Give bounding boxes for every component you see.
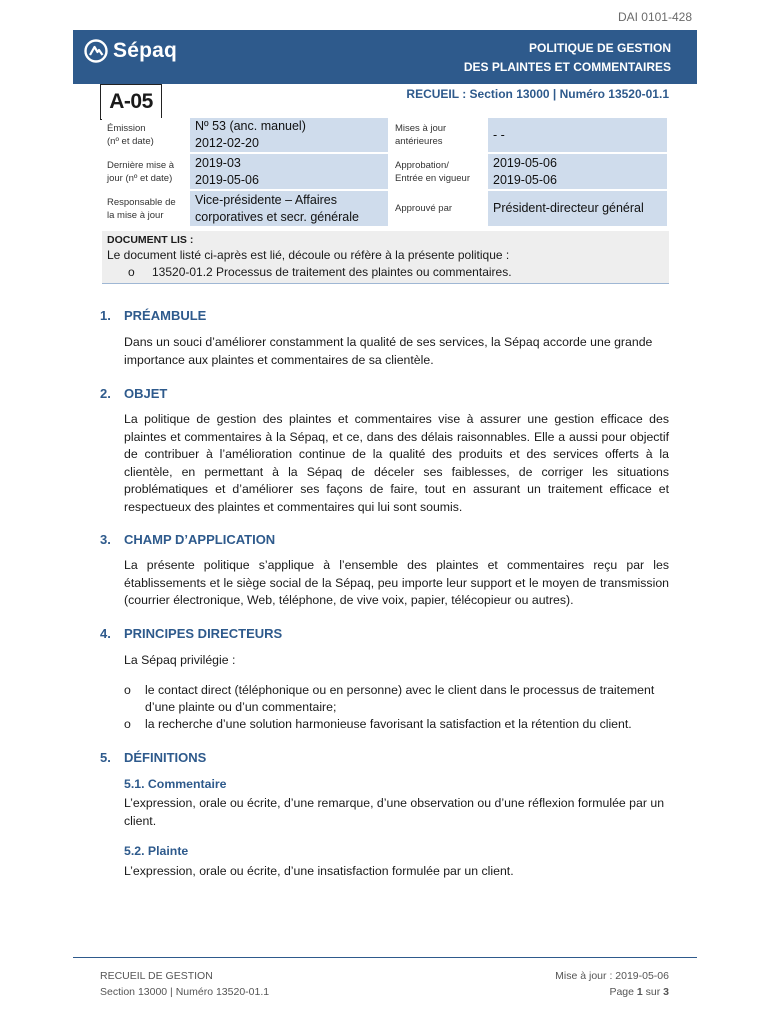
sepaq-logo [83, 38, 177, 64]
footer-update-date: Mise à jour : 2019-05-06 [555, 970, 669, 982]
approuve-value: Président-directeur général [488, 191, 669, 228]
mises-value: - - [488, 118, 669, 154]
bullet-icon: o [128, 265, 135, 279]
subsection-heading-plainte: 5.2. Plainte [124, 844, 189, 858]
policy-title-line2: DES PLAINTES ET COMMENTAIRES [463, 60, 671, 74]
policy-title-line1: POLITIQUE DE GESTION [528, 41, 671, 55]
approbation-label: Approbation/ Entrée en vigueur [390, 154, 488, 191]
section-heading-objet: 2. OBJET [100, 386, 168, 401]
approbation-value: 2019-05-06 2019-05-06 [488, 154, 669, 191]
section-heading-preambule: 1. PRÉAMBULE [100, 308, 207, 323]
emission-label: Émission (nº et date) [102, 118, 190, 154]
footer-left [100, 968, 269, 1000]
section-heading-champ: 3. CHAMP D’APPLICATION [100, 532, 276, 547]
linked-documents [102, 231, 669, 284]
section-text-preambule: Dans un souci d’améliorer constamment la qualité de ses services, la Sépaq accorde une grande importance aux plaintes et commentaires de sa clientèle. [124, 335, 653, 367]
derniere-value: 2019-03 2019-05-06 [190, 154, 390, 191]
responsable-value: Vice-présidente – Affaires corporatives et secr. générale [190, 191, 390, 228]
emission-value: Nº 53 (anc. manuel) 2012-02-20 [190, 118, 390, 154]
linked-document-item: o 13520-01.2 Processus de traitement des plaintes ou commentaires. [128, 265, 512, 279]
responsable-label: Responsable de la mise à jour [102, 191, 190, 228]
subsection-text-commentaire: L’expression, orale ou écrite, d’une remarque, d’une observation ou d’une réflexion formulée par un client. [124, 796, 665, 828]
linked-documents-title: DOCUMENT LIS : [107, 234, 194, 246]
metadata-row [102, 154, 669, 191]
mises-label: Mises à jour antérieures [390, 118, 488, 154]
section-heading-definitions: 5. DÉFINITIONS [100, 750, 207, 765]
footer-right [555, 968, 669, 1000]
sepaq-logo-icon [83, 38, 109, 64]
section-intro-principes: La Sépaq privilégie : [124, 653, 236, 667]
section-heading-principes: 4. PRINCIPES DIRECTEURS [100, 626, 283, 641]
footer-recueil: RECUEIL DE GESTION [100, 970, 213, 982]
bullet-icon: o [124, 683, 131, 697]
footer-divider [73, 957, 697, 958]
list-item: o le contact direct (téléphonique ou en personne) avec le client dans le processus de traitement d’une plainte ou d’un commentaire; [124, 683, 655, 714]
subsection-heading-commentaire: 5.1. Commentaire [124, 777, 227, 791]
metadata-table [102, 118, 669, 228]
linked-documents-intro: Le document listé ci-après est lié, découle ou réfère à la présente politique : [107, 248, 510, 262]
metadata-row [102, 118, 669, 154]
section-text-champ: La présente politique s’applique à l’ensemble des plaintes et commentaires reçu par les établissements et le siège social de la Sépaq, peu importe leur support et le moyen de transmission (courrier électronique, Web, téléphone, de vive voix, papier, télécopieur ou autres). [124, 558, 669, 607]
section-text-objet: La politique de gestion des plaintes et commentaires vise à assurer une gestion efficace des plaintes et commentaires à la Sépaq, et ce, dans des délais raisonnables. Elle a aussi pour objectif de contribuer à l’amélioration continue de la qualité des produits et des services offerts à la clientèle, en permettant à la Sépaq de déceler ses faiblesses, de corriger les situations problématiques et d’améliorer ses façons de faire, tout en assurant un traitement efficace et respectueux des plaintes et commentaires qui lui sont soumis. [124, 412, 669, 514]
metadata-row [102, 191, 669, 228]
bullet-icon: o [124, 717, 131, 731]
subsection-text-plainte: L’expression, orale ou écrite, d’une insatisfaction formulée par un client. [124, 864, 514, 878]
document-reference: DAI 0101-428 [617, 10, 692, 24]
header-banner [73, 30, 697, 84]
policy-title [464, 39, 671, 77]
footer-section: Section 13000 | Numéro 13520-01.1 [100, 986, 270, 998]
approuve-label: Approuvé par [390, 191, 488, 228]
list-item: o la recherche d’une solution harmonieuse favorisant la satisfaction et la rétention du client. [124, 717, 632, 731]
page-number: Page 1 sur 3 [609, 986, 669, 998]
logo-wordmark: Sépaq [113, 39, 178, 62]
recueil-reference: RECUEIL : Section 13000 | Numéro 13520-01.1 [406, 87, 669, 101]
policy-code: A-05 [100, 84, 162, 120]
derniere-label: Dernière mise à jour (nº et date) [102, 154, 190, 191]
